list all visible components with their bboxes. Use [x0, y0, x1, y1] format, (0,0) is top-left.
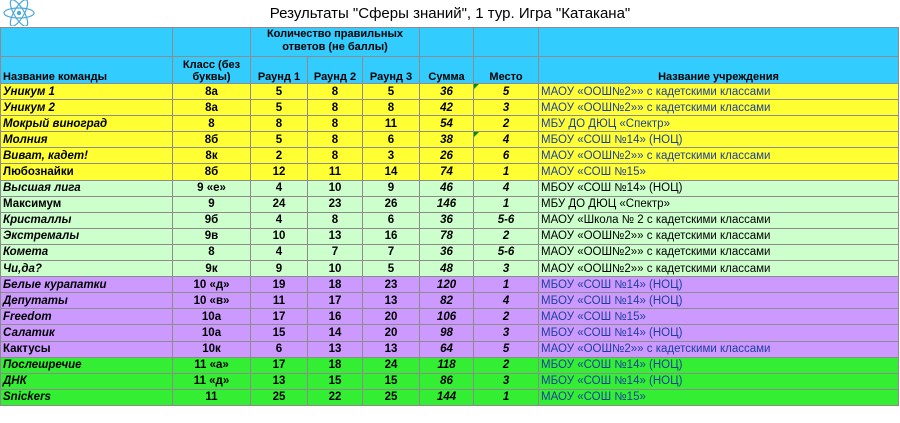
place-cell: 2 — [474, 116, 539, 132]
round2-cell: 8 — [308, 116, 363, 132]
table-row — [1, 244, 899, 260]
table-row — [1, 148, 899, 164]
header-blank — [173, 28, 251, 57]
header-blank — [539, 28, 899, 57]
class-cell: 9к — [173, 261, 251, 277]
institution-cell: МАОУ «СОШ №15» — [539, 389, 899, 405]
sum-cell: 144 — [420, 389, 474, 405]
class-cell: 9 «е» — [173, 180, 251, 196]
team-name-cell: Уникум 1 — [1, 84, 173, 100]
team-name-cell: Белые курапатки — [1, 277, 173, 293]
sum-cell: 64 — [420, 341, 474, 357]
round2-cell: 8 — [308, 132, 363, 148]
place-cell: 5 — [474, 341, 539, 357]
table-row — [1, 100, 899, 116]
round2-cell: 18 — [308, 357, 363, 373]
round2-cell: 15 — [308, 373, 363, 389]
header-correct-answers: Количество правильных ответов (не баллы) — [251, 28, 420, 57]
team-name-cell: Экстремалы — [1, 228, 173, 244]
class-cell: 8б — [173, 164, 251, 180]
sum-cell: 48 — [420, 261, 474, 277]
class-cell: 9в — [173, 228, 251, 244]
round3-cell: 26 — [363, 196, 420, 212]
round2-cell: 8 — [308, 212, 363, 228]
round2-cell: 7 — [308, 244, 363, 260]
round3-cell: 14 — [363, 164, 420, 180]
team-name-cell: ДНК — [1, 373, 173, 389]
round1-cell: 15 — [251, 325, 308, 341]
round2-cell: 10 — [308, 261, 363, 277]
table-row — [1, 180, 899, 196]
sum-cell: 26 — [420, 148, 474, 164]
team-name-cell: Мокрый виноград — [1, 116, 173, 132]
round3-cell: 13 — [363, 293, 420, 309]
team-name-cell: Депутаты — [1, 293, 173, 309]
institution-cell: МБУ ДО ДЮЦ «Спектр» — [539, 196, 899, 212]
round1-cell: 5 — [251, 100, 308, 116]
institution-cell: МБОУ «СОШ №14» (НОЦ) — [539, 277, 899, 293]
place-cell: 1 — [474, 277, 539, 293]
team-name-cell: Комета — [1, 244, 173, 260]
place-cell: 3 — [474, 373, 539, 389]
round1-cell: 25 — [251, 389, 308, 405]
place-cell: 4 — [474, 132, 539, 148]
team-name-cell: Высшая лига — [1, 180, 173, 196]
header-round1: Раунд 1 — [251, 57, 308, 84]
table-row — [1, 261, 899, 277]
sum-cell: 36 — [420, 244, 474, 260]
sum-cell: 74 — [420, 164, 474, 180]
round1-cell: 10 — [251, 228, 308, 244]
team-name-cell: Кристаллы — [1, 212, 173, 228]
institution-cell: МБОУ «СОШ №14» (НОЦ) — [539, 357, 899, 373]
round1-cell: 13 — [251, 373, 308, 389]
place-cell: 5-6 — [474, 212, 539, 228]
sum-cell: 146 — [420, 196, 474, 212]
team-name-cell: Snickers — [1, 389, 173, 405]
table-row — [1, 132, 899, 148]
class-cell: 9б — [173, 212, 251, 228]
round1-cell: 5 — [251, 84, 308, 100]
class-cell: 11 — [173, 389, 251, 405]
class-cell: 11 «д» — [173, 373, 251, 389]
round1-cell: 4 — [251, 180, 308, 196]
place-cell: 4 — [474, 180, 539, 196]
place-cell: 3 — [474, 261, 539, 277]
round2-cell: 8 — [308, 84, 363, 100]
round1-cell: 17 — [251, 357, 308, 373]
round3-cell: 15 — [363, 373, 420, 389]
header-round2: Раунд 2 — [308, 57, 363, 84]
place-cell: 2 — [474, 357, 539, 373]
round2-cell: 22 — [308, 389, 363, 405]
header-blank — [1, 28, 173, 57]
class-cell: 9 — [173, 196, 251, 212]
round1-cell: 2 — [251, 148, 308, 164]
round3-cell: 20 — [363, 325, 420, 341]
class-cell: 8к — [173, 148, 251, 164]
header-team: Название команды — [1, 57, 173, 84]
round3-cell: 3 — [363, 148, 420, 164]
institution-cell: МАОУ «Школа № 2 с кадетскими классами — [539, 212, 899, 228]
table-row — [1, 293, 899, 309]
institution-cell: МБОУ «СОШ №14» (НОЦ) — [539, 373, 899, 389]
round2-cell: 8 — [308, 148, 363, 164]
sum-cell: 82 — [420, 293, 474, 309]
round3-cell: 7 — [363, 244, 420, 260]
team-name-cell: Максимум — [1, 196, 173, 212]
class-cell: 8б — [173, 132, 251, 148]
results-table — [0, 27, 899, 406]
header-place: Место — [474, 57, 539, 84]
place-cell: 2 — [474, 309, 539, 325]
round3-cell: 20 — [363, 309, 420, 325]
sum-cell: 78 — [420, 228, 474, 244]
round2-cell: 13 — [308, 228, 363, 244]
sum-cell: 106 — [420, 309, 474, 325]
table-row — [1, 84, 899, 100]
round3-cell: 6 — [363, 132, 420, 148]
table-row — [1, 277, 899, 293]
round2-cell: 14 — [308, 325, 363, 341]
team-name-cell: Послешречие — [1, 357, 173, 373]
table-row — [1, 309, 899, 325]
round3-cell: 13 — [363, 341, 420, 357]
sum-cell: 86 — [420, 373, 474, 389]
header-round3: Раунд 3 — [363, 57, 420, 84]
sum-cell: 118 — [420, 357, 474, 373]
team-name-cell: Чи,да? — [1, 261, 173, 277]
round2-cell: 11 — [308, 164, 363, 180]
round2-cell: 10 — [308, 180, 363, 196]
class-cell: 10а — [173, 325, 251, 341]
place-cell: 3 — [474, 100, 539, 116]
sum-cell: 36 — [420, 84, 474, 100]
sum-cell: 54 — [420, 116, 474, 132]
table-row — [1, 212, 899, 228]
institution-cell: МАОУ «СОШ №15» — [539, 164, 899, 180]
table-row — [1, 228, 899, 244]
round1-cell: 9 — [251, 261, 308, 277]
header-sum: Сумма — [420, 57, 474, 84]
round2-cell: 8 — [308, 100, 363, 116]
institution-cell: МБОУ «СОШ №14» (НОЦ) — [539, 180, 899, 196]
institution-cell: МБОУ «СОШ №14» (НОЦ) — [539, 325, 899, 341]
round2-cell: 13 — [308, 341, 363, 357]
team-name-cell: Freedom — [1, 309, 173, 325]
header-institution: Название учреждения — [539, 57, 899, 84]
sum-cell: 46 — [420, 180, 474, 196]
sum-cell: 42 — [420, 100, 474, 116]
round3-cell: 16 — [363, 228, 420, 244]
place-cell: 1 — [474, 164, 539, 180]
table-row — [1, 325, 899, 341]
institution-cell: МАОУ «ООШ№2»» с кадетскими классами — [539, 341, 899, 357]
round1-cell: 12 — [251, 164, 308, 180]
class-cell: 8 — [173, 244, 251, 260]
class-cell: 8а — [173, 84, 251, 100]
round3-cell: 11 — [363, 116, 420, 132]
institution-cell: МАОУ «ООШ№2»» с кадетскими классами — [539, 84, 899, 100]
round3-cell: 5 — [363, 84, 420, 100]
page-title: Результаты "Сферы знаний", 1 тур. Игра "Катакана" — [269, 5, 631, 22]
table-row — [1, 373, 899, 389]
header-row — [1, 57, 899, 84]
sum-cell: 98 — [420, 325, 474, 341]
team-name-cell: Любознайки — [1, 164, 173, 180]
round1-cell: 24 — [251, 196, 308, 212]
team-name-cell: Молния — [1, 132, 173, 148]
place-cell: 1 — [474, 389, 539, 405]
institution-cell: МАОУ «СОШ №15» — [539, 309, 899, 325]
round1-cell: 11 — [251, 293, 308, 309]
round3-cell: 9 — [363, 180, 420, 196]
round3-cell: 24 — [363, 357, 420, 373]
table-row — [1, 196, 899, 212]
round2-cell: 17 — [308, 293, 363, 309]
round1-cell: 19 — [251, 277, 308, 293]
place-cell: 6 — [474, 148, 539, 164]
class-cell: 10 «д» — [173, 277, 251, 293]
class-cell: 10к — [173, 341, 251, 357]
round2-cell: 16 — [308, 309, 363, 325]
round3-cell: 25 — [363, 389, 420, 405]
class-cell: 10 «в» — [173, 293, 251, 309]
place-cell: 5-6 — [474, 244, 539, 260]
institution-cell: МБУ ДО ДЮЦ «Спектр» — [539, 116, 899, 132]
sum-cell: 36 — [420, 212, 474, 228]
place-cell: 4 — [474, 293, 539, 309]
sum-cell: 120 — [420, 277, 474, 293]
team-name-cell: Виват, кадет! — [1, 148, 173, 164]
table-row — [1, 389, 899, 405]
round1-cell: 6 — [251, 341, 308, 357]
team-name-cell: Салатик — [1, 325, 173, 341]
header-blank — [474, 28, 539, 57]
institution-cell: МАОУ «ООШ№2»» с кадетскими классами — [539, 261, 899, 277]
header-class: Класс (без буквы) — [173, 57, 251, 84]
header-blank — [420, 28, 474, 57]
institution-cell: МБОУ «СОШ №14» (НОЦ) — [539, 293, 899, 309]
table-row — [1, 116, 899, 132]
institution-cell: МАОУ «ООШ№2»» с кадетскими классами — [539, 100, 899, 116]
round1-cell: 4 — [251, 212, 308, 228]
round1-cell: 5 — [251, 132, 308, 148]
header-row-top — [1, 28, 899, 57]
table-row — [1, 357, 899, 373]
place-cell: 5 — [474, 84, 539, 100]
place-cell: 3 — [474, 325, 539, 341]
round1-cell: 8 — [251, 116, 308, 132]
round3-cell: 6 — [363, 212, 420, 228]
team-name-cell: Кактусы — [1, 341, 173, 357]
class-cell: 10а — [173, 309, 251, 325]
place-cell: 2 — [474, 228, 539, 244]
table-row — [1, 164, 899, 180]
institution-cell: МБОУ «СОШ №14» (НОЦ) — [539, 132, 899, 148]
class-cell: 11 «а» — [173, 357, 251, 373]
round2-cell: 23 — [308, 196, 363, 212]
table-row — [1, 341, 899, 357]
round1-cell: 17 — [251, 309, 308, 325]
round3-cell: 8 — [363, 100, 420, 116]
institution-cell: МАОУ «ООШ№2»» с кадетскими классами — [539, 244, 899, 260]
team-name-cell: Уникум 2 — [1, 100, 173, 116]
class-cell: 8а — [173, 100, 251, 116]
round1-cell: 4 — [251, 244, 308, 260]
round2-cell: 18 — [308, 277, 363, 293]
round3-cell: 23 — [363, 277, 420, 293]
institution-cell: МАОУ «ООШ№2»» с кадетскими классами — [539, 148, 899, 164]
institution-cell: МАОУ «ООШ№2»» с кадетскими классами — [539, 228, 899, 244]
round3-cell: 5 — [363, 261, 420, 277]
place-cell: 1 — [474, 196, 539, 212]
class-cell: 8 — [173, 116, 251, 132]
sum-cell: 38 — [420, 132, 474, 148]
